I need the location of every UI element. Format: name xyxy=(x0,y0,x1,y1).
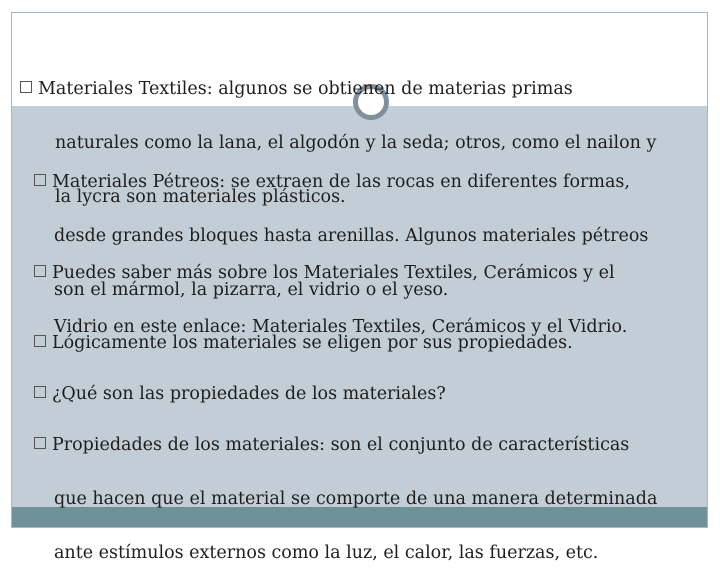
bullet-line xyxy=(34,544,657,562)
text: Puedes saber más sobre los Materiales Textiles, Cerámicos y el xyxy=(52,263,615,283)
bullet-line xyxy=(20,80,656,98)
bullet-propiedades xyxy=(34,400,657,580)
text: ante estímulos externos como la luz, el calor, las fuerzas, etc. xyxy=(54,543,599,563)
text: Materiales Textiles: algunos se obtienen de materias primas xyxy=(38,79,573,99)
checkbox-bullet-icon xyxy=(34,265,46,277)
bullet-line xyxy=(34,264,627,282)
text: Materiales Pétreos: se extraen de las rocas en diferentes formas, xyxy=(52,172,630,192)
checkbox-bullet-icon xyxy=(20,81,32,93)
bullet-line xyxy=(34,490,657,508)
text: son el mármol, la pizarra, el vidrio o el yeso. xyxy=(54,280,449,300)
text: que hacen que el material se comporte de una manera determinada xyxy=(54,489,658,509)
checkbox-bullet-icon xyxy=(34,174,46,186)
bullet-line xyxy=(34,436,657,454)
checkbox-bullet-icon xyxy=(34,386,46,398)
text: Propiedades de los materiales: son el conjunto de características xyxy=(52,435,630,455)
text: naturales como la lana, el algodón y la seda; otros, como el nailon y xyxy=(55,133,657,153)
text: Lógicamente los materiales se eligen por sus propiedades. xyxy=(52,333,573,353)
text: la lycra son materiales plásticos. xyxy=(55,187,346,207)
text: desde grandes bloques hasta arenillas. Algunos materiales pétreos xyxy=(54,226,649,246)
checkbox-bullet-icon xyxy=(34,335,46,347)
checkbox-bullet-icon xyxy=(34,437,46,449)
text: ¿Qué son las propiedades de los materiales? xyxy=(52,384,446,404)
text: Vidrio en este enlace: Materiales Textiles, Cerámicos y el Vidrio. xyxy=(54,317,628,337)
bullet-line xyxy=(34,173,648,191)
